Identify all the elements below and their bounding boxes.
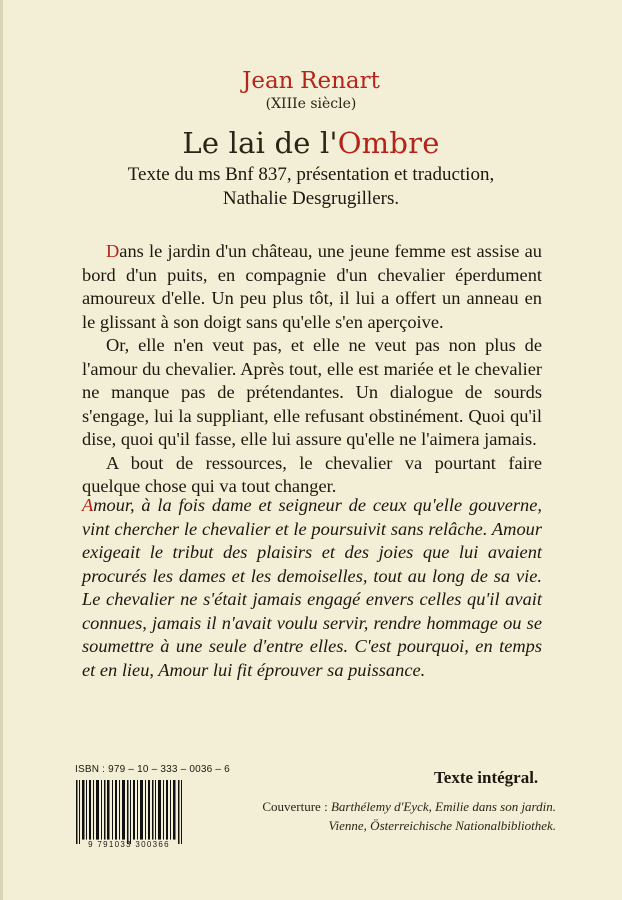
credits-line-2: Vienne, Österreichische Nationalbibliothek. bbox=[328, 818, 556, 833]
author-name bbox=[0, 68, 622, 94]
synopsis-p1-text: ans le jardin d'un château, une jeune femme est assise au bord d'un puits, en compagnie d'un chevalier éperdument amoureux d'elle. Un peu plus tôt, il lui a offert un anneau en le glissant à son doigt sans qu'elle s'en aperçoive. bbox=[82, 241, 542, 332]
synopsis-dropcap: D bbox=[106, 241, 120, 261]
author-first-name: Jean bbox=[242, 68, 294, 94]
subtitle-line-1: Texte du ms Bnf 837, présentation et traduction, bbox=[127, 164, 495, 185]
author-last-name: Renart bbox=[300, 68, 380, 94]
excerpt-text: mour, à la fois dame et seigneur de ceux qu'elle gouverne, vint chercher le chevalier et le poursuivit sans relâche. Amour exigeait le tribut des plaisirs et des joies que lui avaient procurés les dames et les demoiselles, tout au long de sa vie. Le chevalier ne s'était jamais engagé envers celles qu'il avait connues, jamais il n'avait voulu servir, rendre hommage ou se soumettre à une seule d'entre elles. C'est pourquoi, en temps et en lieu, Amour lui fit éprouver sa puissance. bbox=[82, 495, 542, 680]
credits-line-1 bbox=[210, 797, 556, 816]
credits-artwork: Barthélemy d'Eyck, Emilie dans son jardin. bbox=[330, 799, 556, 814]
synopsis-paragraph-3: A bout de ressources, le chevalier va pourtant faire quelque chose qui va tout changer. bbox=[82, 452, 542, 496]
barcode-digits: 9 791033 300366 bbox=[88, 840, 170, 849]
isbn: ISBN : 979 – 10 – 333 – 0036 – 6 bbox=[75, 764, 230, 775]
cover-credits bbox=[210, 797, 556, 835]
subtitle bbox=[100, 163, 522, 211]
title-part-1: Le lai de l' bbox=[182, 126, 338, 160]
integral-text-label: Texte intégral. bbox=[434, 768, 539, 787]
book-title bbox=[0, 126, 622, 160]
excerpt bbox=[82, 494, 542, 682]
author-century: (XIIIe siècle) bbox=[265, 96, 357, 112]
excerpt-dropcap: A bbox=[82, 495, 94, 515]
barcode-icon bbox=[70, 780, 188, 844]
subtitle-line-2: Nathalie Desgrugillers. bbox=[222, 188, 400, 209]
synopsis bbox=[82, 240, 542, 499]
credits-label: Couverture : bbox=[262, 799, 331, 814]
title-part-2: Ombre bbox=[337, 126, 440, 160]
synopsis-paragraph-2: Or, elle n'en veut pas, et elle ne veut pas non plus de l'amour du chevalier. Après tout, elle est mariée et le chevalier ne manque pas de prétendantes. Un dialogue de sourds s'engage, lui la suppliant, elle refusant obstinément. Quoi qu'il dise, quoi qu'il fasse, elle lui assure qu'elle ne l'aimera jamais. bbox=[82, 335, 542, 449]
synopsis-paragraph-1 bbox=[82, 240, 542, 334]
